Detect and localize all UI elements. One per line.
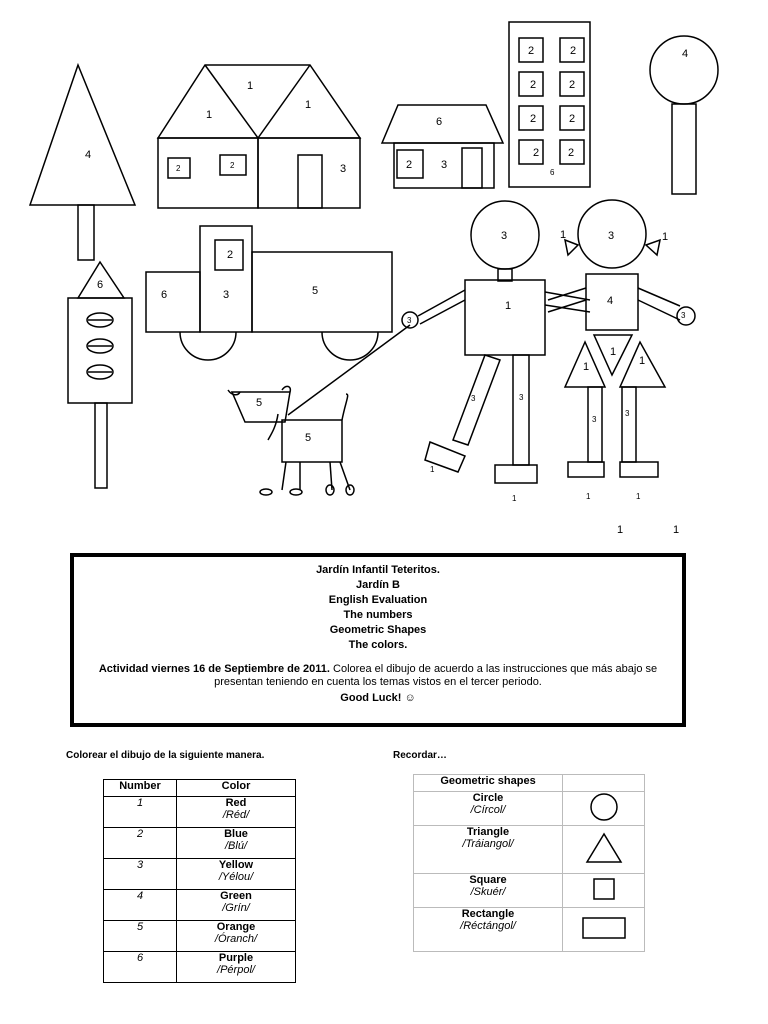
activity-instructions (74, 663, 682, 689)
label-building-window: 2 (568, 147, 575, 159)
label-girl-shoe-right: 1 (636, 492, 641, 501)
shape-section-title: Recordar… (393, 750, 447, 761)
color-pronunciation: /Blú/ (224, 840, 247, 852)
label-building-window: 2 (528, 45, 535, 57)
label-boy-hand: 3 (407, 316, 412, 325)
label-truck-front: 6 (161, 289, 168, 301)
label-house-roof-left: 1 (206, 109, 213, 121)
shape-pronunciation: /Tráiangol/ (462, 838, 514, 850)
label-dog-head: 5 (256, 397, 263, 409)
label-building-window: 2 (530, 79, 537, 91)
header-icon (563, 775, 645, 792)
shape-name: Triangle (466, 826, 510, 838)
label-stray-2: 1 (673, 524, 680, 536)
label-truck-window: 2 (227, 249, 234, 261)
topic-shapes: Geometric Shapes (329, 624, 427, 636)
label-building-window: 2 (530, 113, 537, 125)
shape-pronunciation: /Réctángol/ (460, 920, 516, 932)
shape-cell (414, 908, 563, 952)
label-girl-skirt-center: 1 (610, 346, 617, 358)
label-boy-leg-right: 3 (519, 393, 524, 402)
color-section-title: Colorear el dibujo de la siguiente manera. (66, 750, 265, 761)
label-girl-skirt-right: 1 (639, 355, 646, 367)
table-row (414, 826, 645, 874)
circle-icon (563, 792, 645, 826)
table-row (414, 874, 645, 908)
topic-colors: The colors. (348, 639, 408, 651)
triangle-icon (563, 826, 645, 874)
shape-cell (414, 826, 563, 874)
row-number: 5 (104, 921, 177, 952)
label-dog-body: 5 (305, 432, 312, 444)
color-name: Orange (216, 921, 256, 933)
label-house-window-1: 2 (176, 164, 181, 173)
shape-pronunciation: /Skuér/ (470, 886, 506, 898)
truck (146, 226, 392, 360)
label-small-house-roof: 6 (436, 116, 443, 128)
label-girl-leg-right: 3 (625, 409, 630, 418)
shape-table (413, 774, 645, 952)
color-name: Green (220, 890, 252, 902)
label-truck-cab: 3 (223, 289, 230, 301)
row-color (177, 921, 296, 952)
table-row (104, 828, 296, 859)
traffic-light (68, 262, 132, 488)
label-girl-head: 3 (608, 230, 615, 242)
label-boy-head: 3 (501, 230, 508, 242)
label-boy-shoe-right: 1 (512, 494, 517, 503)
class-name: Jardín B (355, 579, 400, 591)
table-row (104, 952, 296, 983)
label-tree-left: 4 (85, 149, 92, 161)
topic-numbers: The numbers (343, 609, 413, 621)
school-name: Jardín Infantil Teteritos. (316, 564, 440, 576)
activity-text: Colorea el dibujo de acuerdo a las instrucciones que más abajo se presentan teniendo en cuenta los temas vistos en el tercer periodo. (214, 663, 658, 688)
label-building-window: 2 (533, 147, 540, 159)
label-building-base: 6 (550, 168, 555, 177)
shape-cell (414, 792, 563, 826)
info-box (70, 553, 686, 727)
header-color: Color (177, 780, 296, 797)
header-shapes: Geometric shapes (414, 775, 563, 792)
color-name: Blue (224, 828, 248, 840)
row-color (177, 952, 296, 983)
label-girl-bow-left: 1 (560, 229, 567, 241)
header-number: Number (104, 780, 177, 797)
shape-pronunciation: /Círcol/ (470, 804, 506, 816)
evaluation-title: English Evaluation (328, 594, 428, 606)
tree-left (30, 65, 135, 260)
label-traffic-light-top: 6 (97, 279, 104, 291)
label-girl-skirt-left: 1 (583, 361, 590, 373)
label-building-window: 2 (570, 45, 577, 57)
row-color (177, 797, 296, 828)
house-big (158, 65, 360, 208)
label-stray-1: 1 (617, 524, 624, 536)
row-number: 2 (104, 828, 177, 859)
label-house-roof-right: 1 (305, 99, 312, 111)
label-girl-bow-right: 1 (662, 231, 669, 243)
color-name: Yellow (218, 859, 254, 871)
house-small (382, 105, 503, 188)
row-color (177, 859, 296, 890)
color-pronunciation: /Pérpol/ (217, 964, 255, 976)
label-girl-shoe-left: 1 (586, 492, 591, 501)
label-small-house-window: 2 (406, 159, 413, 171)
table-row (414, 908, 645, 952)
color-pronunciation: /Réd/ (222, 809, 250, 821)
table-row (104, 921, 296, 952)
label-girl-body: 4 (607, 295, 614, 307)
row-color (177, 890, 296, 921)
shape-cell (414, 874, 563, 908)
label-building-window: 2 (569, 113, 576, 125)
color-name: Red (225, 797, 247, 809)
activity-date: Actividad viernes 16 de Septiembre de 2011. (98, 663, 330, 675)
label-boy-leg-left: 3 (471, 394, 476, 403)
label-house-wall-right: 3 (340, 163, 347, 175)
shape-name: Circle (472, 792, 504, 804)
label-house-roof-top: 1 (247, 80, 254, 92)
row-color (177, 828, 296, 859)
girl (548, 200, 695, 477)
color-table (103, 779, 296, 983)
boy (402, 201, 590, 483)
good-luck: Good Luck! ☺ (340, 692, 416, 704)
square-icon (563, 874, 645, 908)
table-row (104, 890, 296, 921)
label-house-window-2: 2 (230, 161, 235, 170)
row-number: 1 (104, 797, 177, 828)
label-boy-shoe-left: 1 (430, 465, 435, 474)
table-row (104, 859, 296, 890)
color-pronunciation: /Grín/ (222, 902, 250, 914)
row-number: 4 (104, 890, 177, 921)
color-pronunciation: /Óranch/ (214, 933, 258, 945)
label-building-window: 2 (569, 79, 576, 91)
label-boy-body: 1 (505, 300, 512, 312)
shape-name: Square (469, 874, 507, 886)
rectangle-icon (563, 908, 645, 952)
table-row (104, 797, 296, 828)
row-number: 3 (104, 859, 177, 890)
label-girl-hand: 3 (681, 311, 686, 320)
dog (228, 386, 354, 495)
color-pronunciation: /Yélou/ (218, 871, 254, 883)
label-tree-right: 4 (682, 48, 689, 60)
label-small-house-wall: 3 (441, 159, 448, 171)
building (509, 22, 590, 187)
row-number: 6 (104, 952, 177, 983)
color-name: Purple (218, 952, 254, 964)
label-truck-cargo: 5 (312, 285, 319, 297)
table-row (414, 792, 645, 826)
shape-name: Rectangle (461, 908, 515, 920)
dog-leash (288, 325, 410, 415)
label-girl-leg-left: 3 (592, 415, 597, 424)
